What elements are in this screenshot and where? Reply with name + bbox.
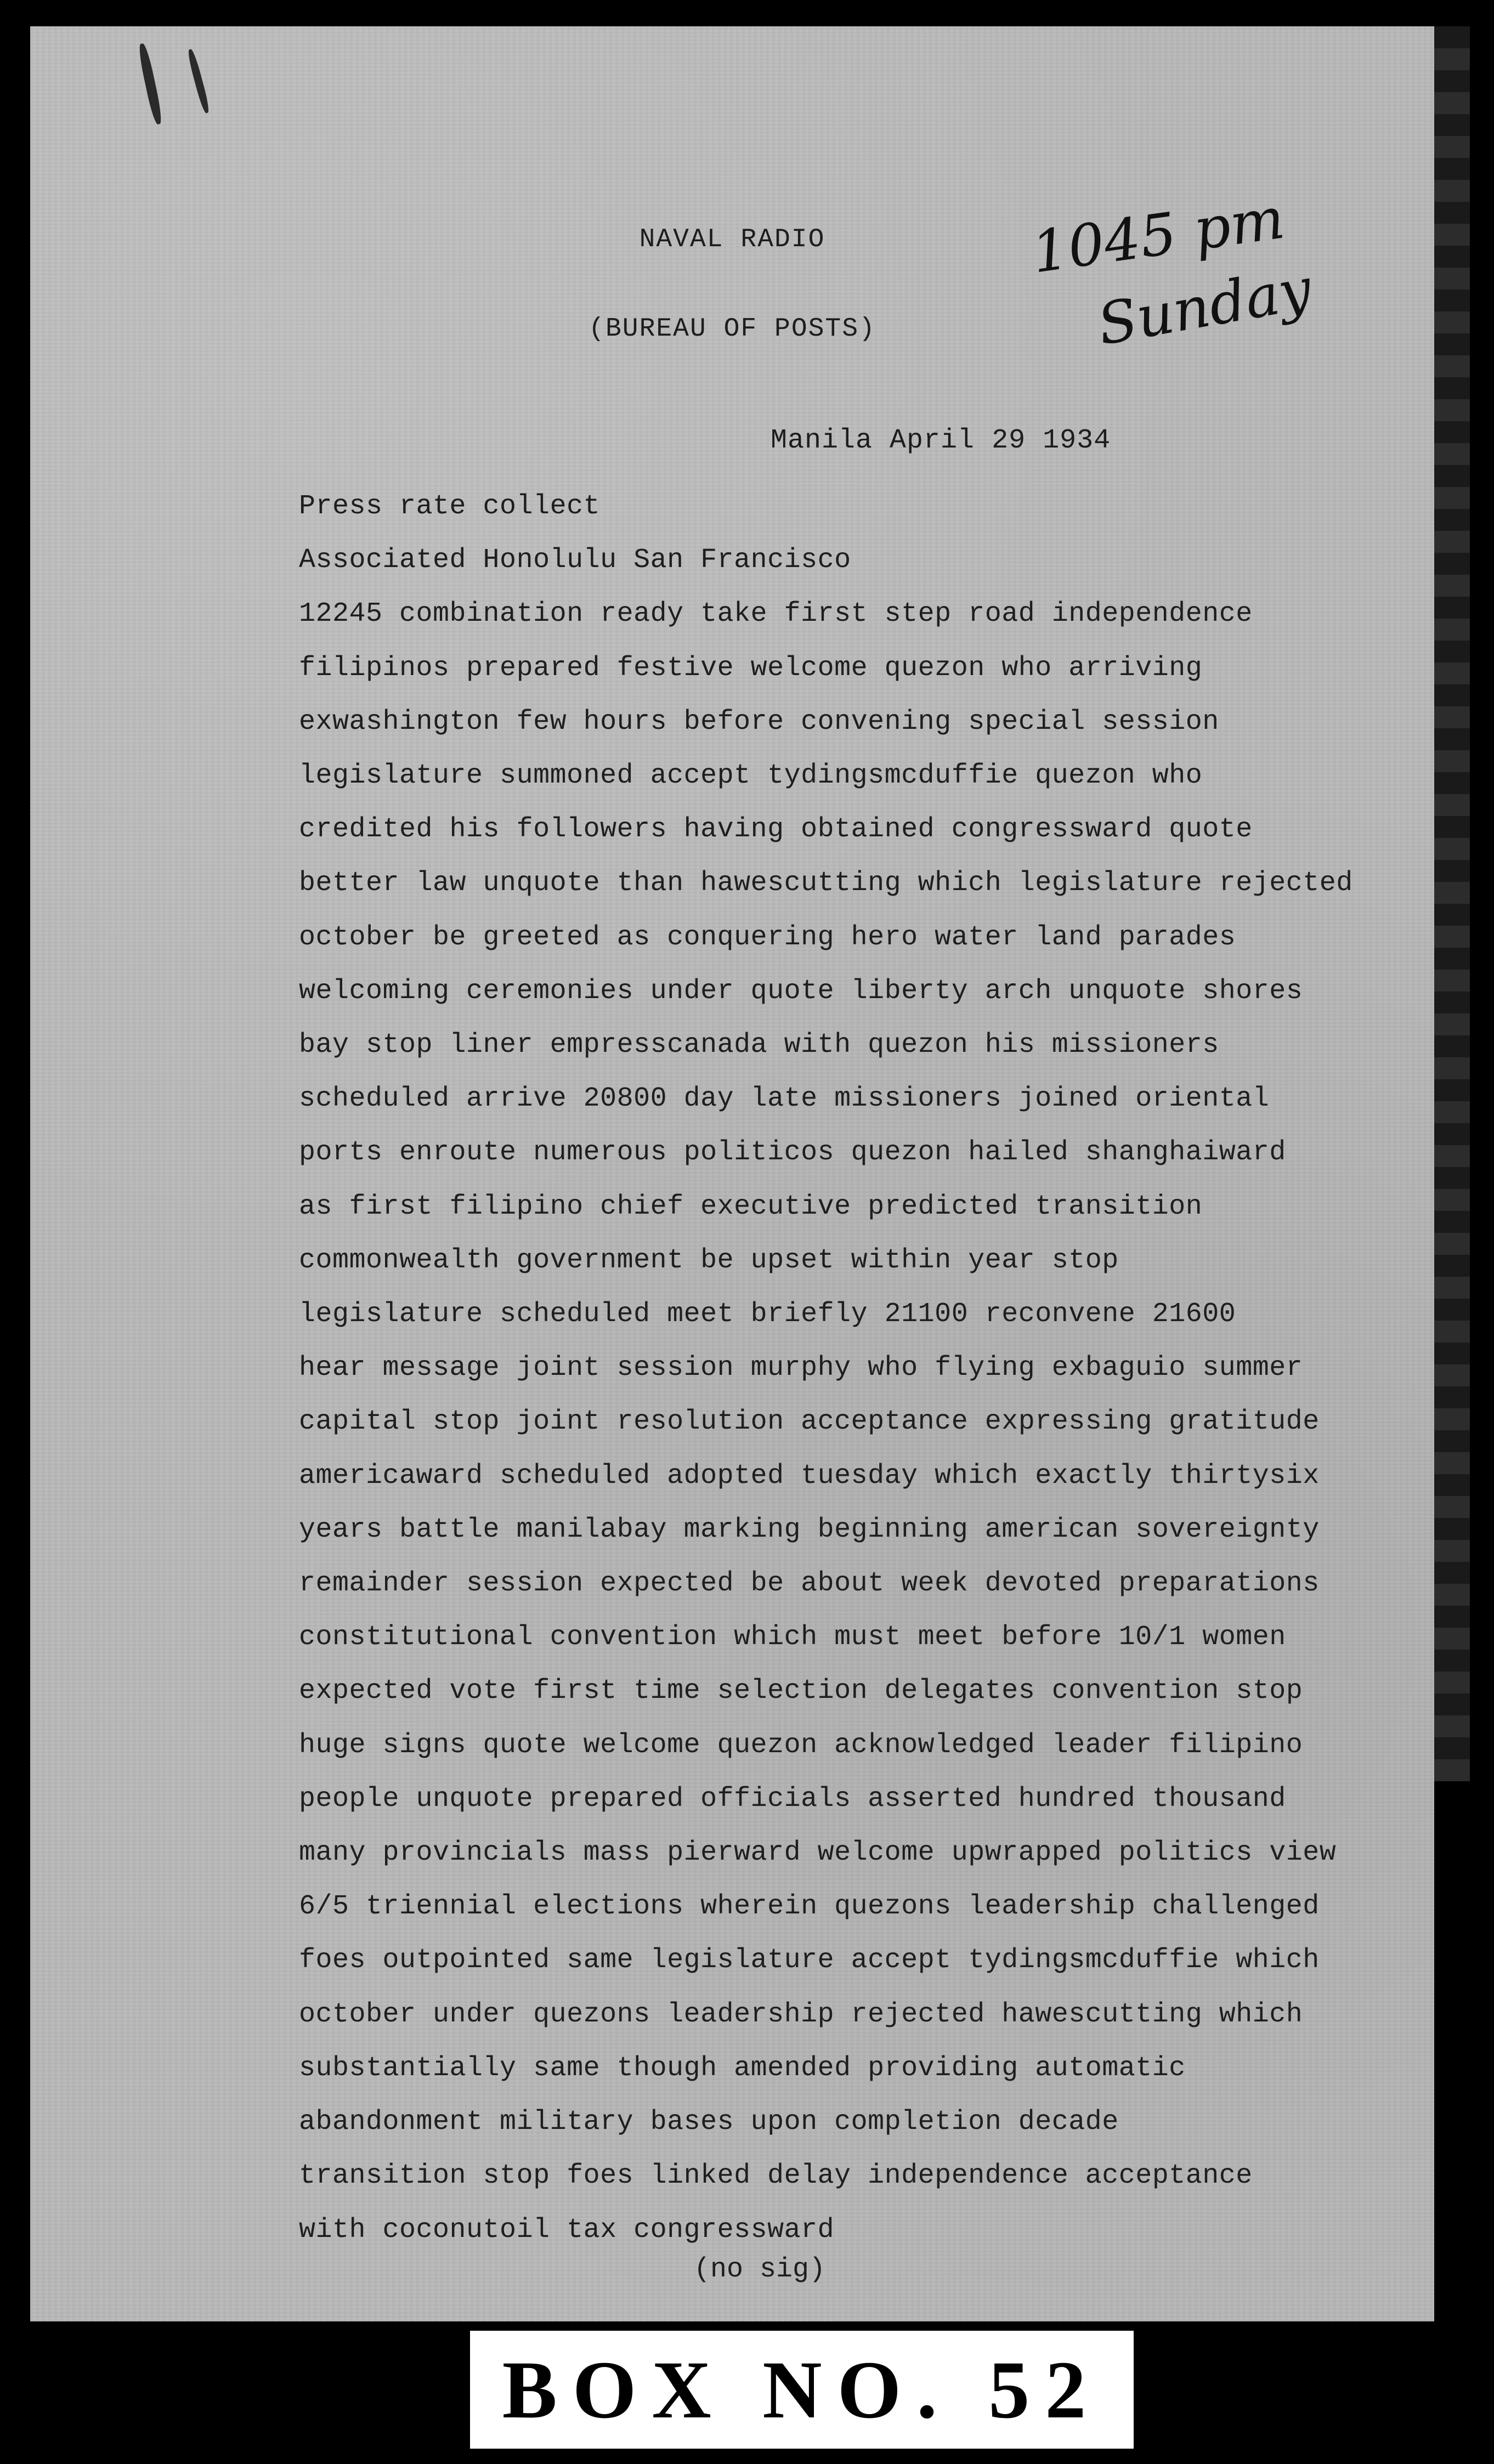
header-title: NAVAL RADIO (639, 225, 825, 254)
dateline: Manila April 29 1934 (771, 425, 1111, 456)
message-line: exwashington few hours before convening special session (299, 706, 1219, 738)
message-line: 6/5 triennial elections wherein quezons leadership challenged (299, 1891, 1320, 1923)
header-subtitle: (BUREAU OF POSTS) (588, 314, 876, 344)
message-line: remainder session expected be about week devoted preparations (299, 1568, 1320, 1600)
message-line: constitutional convention which must meet before 10/1 women (299, 1622, 1286, 1653)
message-line: commonwealth government be upset within year stop (299, 1244, 1119, 1276)
message-line: legislature scheduled meet briefly 21100 reconvene 21600 (299, 1299, 1236, 1330)
archive-box-label-text: BOX NO. 52 (502, 2344, 1102, 2435)
message-line: many provincials mass pierward welcome upwrapped politics view (299, 1837, 1337, 1869)
message-line: transition stop foes linked delay independence acceptance (299, 2160, 1253, 2192)
message-line: welcoming ceremonies under quote liberty arch unquote shores (299, 975, 1303, 1007)
message-line: foes outpointed same legislature accept tydingsmcduffie which (299, 1945, 1320, 1976)
message-line: october under quezons leadership rejected hawescutting which (299, 1998, 1303, 2030)
message-line: abandonment military bases upon completion decade (299, 2106, 1119, 2138)
message-line: scheduled arrive 20800 day late missioners joined oriental (299, 1083, 1270, 1115)
message-line: huge signs quote welcome quezon acknowledged leader filipino (299, 1729, 1303, 1761)
message-line: bay stop liner empresscanada with quezon his missioners (299, 1029, 1219, 1061)
message-line: Associated Honolulu San Francisco (299, 545, 851, 576)
handwritten-day-note: Sunday (1093, 254, 1317, 359)
handwritten-time-note: 1045 pm (1027, 184, 1289, 286)
ink-smudge (186, 48, 211, 114)
message-line: Press rate collect (299, 491, 601, 522)
message-line: filipinos prepared festive welcome quezon who arriving (299, 652, 1203, 684)
message-line: with coconutoil tax congressward (299, 2214, 835, 2246)
message-body (299, 480, 1396, 2257)
message-line: hear message joint session murphy who flying exbaguio summer (299, 1352, 1303, 1384)
message-line: credited his followers having obtained congressward quote (299, 814, 1253, 846)
message-line: ports enroute numerous politicos quezon hailed shanghaiward (299, 1137, 1286, 1169)
message-line: 12245 combination ready take first step road independence (299, 598, 1253, 630)
message-line: expected vote first time selection delegates convention stop (299, 1675, 1303, 1707)
ink-smudge (137, 43, 164, 125)
message-line: better law unquote than hawescutting which legislature rejected (299, 868, 1353, 899)
message-line: americaward scheduled adopted tuesday which exactly thirtysix (299, 1460, 1320, 1492)
signature-note: (no sig) (694, 2254, 826, 2285)
message-line: as first filipino chief executive predicted transition (299, 1191, 1203, 1222)
message-line: capital stop joint resolution acceptance expressing gratitude (299, 1406, 1320, 1438)
message-line: years battle manilabay marking beginning american sovereignty (299, 1514, 1320, 1545)
message-line: october be greeted as conquering hero water land parades (299, 921, 1236, 953)
message-line: legislature summoned accept tydingsmcduffie quezon who (299, 760, 1203, 792)
archive-box-label (470, 2331, 1134, 2449)
message-line: substantially same though amended providing automatic (299, 2052, 1186, 2084)
message-line: people unquote prepared officials asserted hundred thousand (299, 1783, 1286, 1815)
